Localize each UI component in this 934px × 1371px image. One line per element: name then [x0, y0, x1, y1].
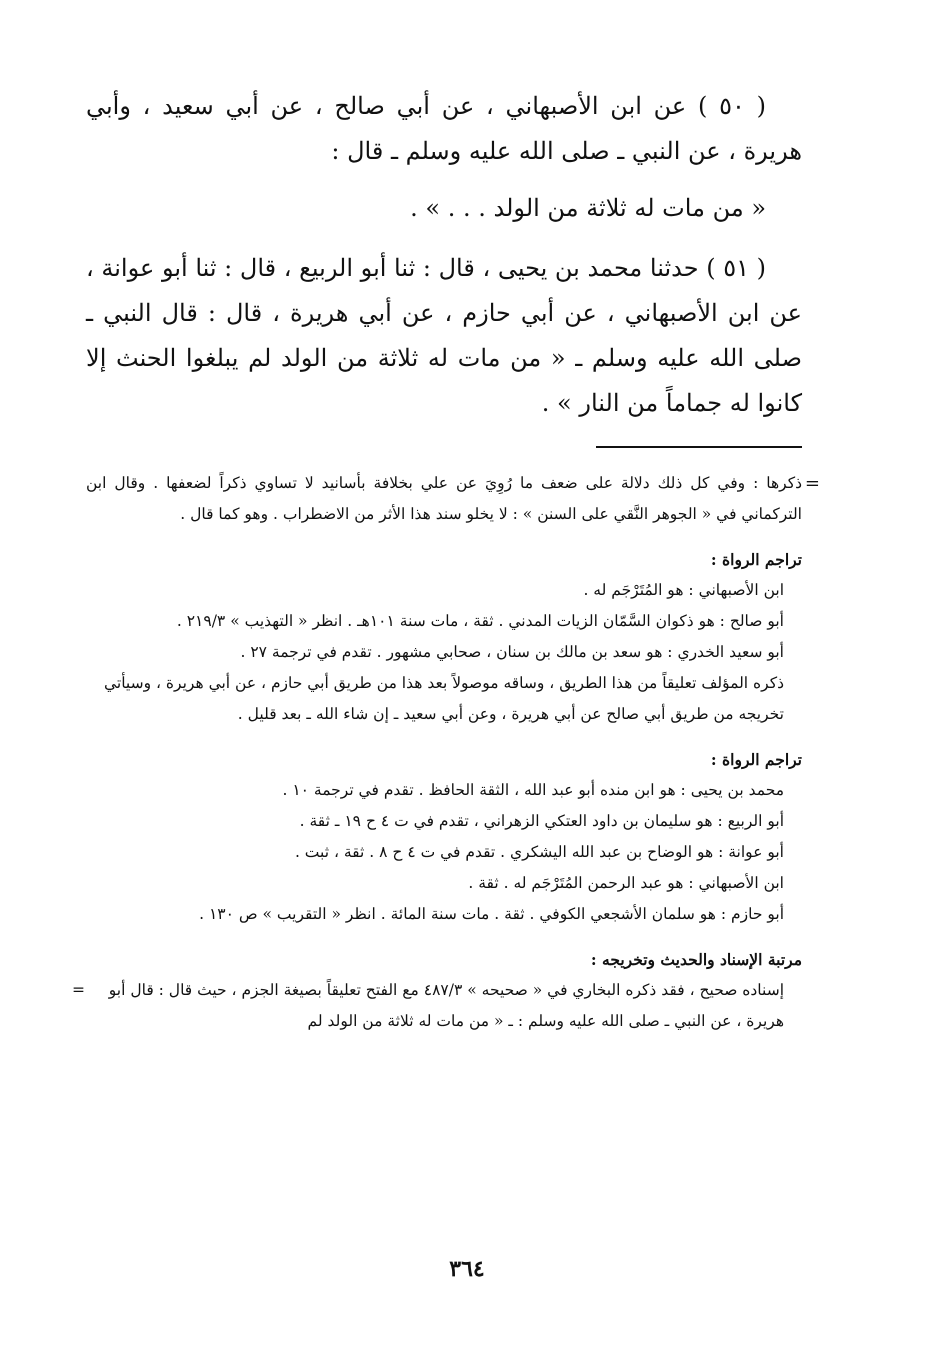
narrator-entry: أبو صالح : هو ذكوان السَّمّان الزيات المدني . ثقة ، مات سنة ١٠١هـ . انظر « التهذيب » ٢١٩/٣ . [176, 612, 784, 630]
narrator-entry: محمد بن يحيى : هو ابن منده أبو عبد الله ، الثقة الحافظ . تقدم في ترجمة ١٠ . [282, 781, 784, 799]
page-number: ٣٦٤ [449, 1256, 485, 1282]
narrator-entry: أبو حازم : هو سلمان الأشجعي الكوفي . ثقة . مات سنة المائة . انظر « التقريب » ص ١٣٠ . [199, 905, 784, 923]
carry-marker: = [804, 473, 820, 494]
narrator-entry: أبو سعيد الخدري : هو سعد بن مالك بن سنان ، صحابي مشهور . تقدم في ترجمة ٢٧ . [240, 643, 784, 661]
footnote-separator [596, 446, 802, 448]
grading-text [72, 975, 802, 1037]
carryover-text: ذكرها : وفي كل ذلك دلالة على ضعف ما رُوِيَ عن علي بخلافة بأسانيد لا تساوي ذكراً لضعفها . وقال ابن التركماني في « الجوهر النَّقي على السنن » : لا يخلو سند هذا الأثر من الاضطراب . وهو كما قال . [86, 474, 802, 523]
commentary-1: ذكره المؤلف تعليقاً من هذا الطريق ، وساقه موصولاً بعد هذا من طريق أبي حازم ، عن أبي هريرة ، وسيأتي تخريجه من طريق أبي صالح عن أبي هريرة ، وعن أبي سعيد ـ إن شاء الله ـ بعد قليل . [103, 674, 784, 723]
grading-body: إسناده صحيح ، فقد ذكره البخاري في « صحيحه » ٤٨٧/٣ مع الفتح تعليقاً بصيغة الجزم ، حيث قال : قال أبو هريرة ، عن النبي ـ صلى الله عليه وسلم : ـ « من مات له ثلاثة من الولد لم [108, 981, 784, 1030]
narrator-entry: ابن الأصبهاني : هو المُتَرْجَم له . [583, 581, 784, 599]
hadith-51: ( ٥١ ) حدثنا محمد بن يحيى ، قال : ثنا أبو الربيع ، قال : ثنا أبو عوانة ، عن ابن الأصبهاني ، عن أبي حازم ، عن أبي هريرة ، قال : قال النبي ـ صلى الله عليه وسلم ـ « من مات له ثلاثة من الولد لم يبلغوا الحنث إلا كانوا له جماماً من النار » . [86, 254, 802, 417]
narrator-entry: أبو الربيع : هو سليمان بن داود العتكي الزهراني ، تقدم في ت ٤ ح ١٩ ـ ثقة . [299, 812, 784, 830]
section-heading-grading: مرتبة الإسناد والحديث وتخريجه : [590, 950, 802, 969]
narrator-entry: أبو عوانة : هو الوضاح بن عبد الله اليشكري . تقدم في ت ٤ ح ٨ . ثقة ، ثبت . [294, 843, 784, 861]
continue-marker: = [72, 981, 85, 999]
footnote-carryover [86, 468, 820, 530]
footnotes [72, 468, 820, 1037]
hadith-50: ( ٥٠ ) عن ابن الأصبهاني ، عن أبي صالح ، عن أبي سعيد ، وأبي هريرة ، عن النبي ـ صلى الله عليه وسلم ـ قال : [86, 92, 802, 165]
section-heading-narrators-1: تراجم الرواة : [710, 550, 802, 569]
section-heading-narrators-2: تراجم الرواة : [710, 750, 802, 769]
narrator-entry: ابن الأصبهاني : هو عبد الرحمن المُتَرْجَم له . ثقة . [468, 874, 784, 892]
hadith-50-quote: « من مات له ثلاثة من الولد . . . » . [410, 194, 766, 222]
